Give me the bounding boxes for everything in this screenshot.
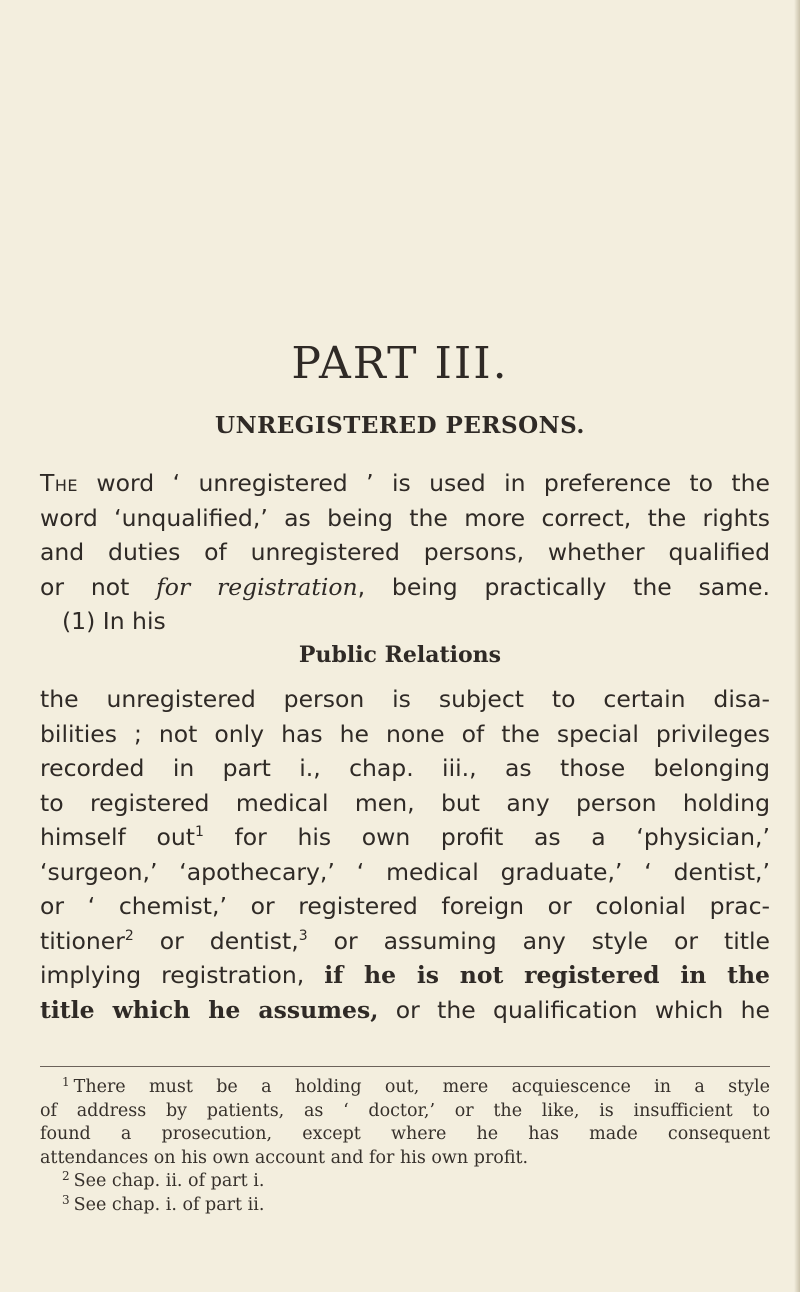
paragraph-line bbox=[40, 958, 770, 993]
subheading: Public Relations bbox=[298, 642, 502, 668]
paragraph-line: recorded in part i., chap. iii., as those belonging bbox=[40, 754, 770, 782]
paragraph-line: to registered medical men, but any person holding bbox=[40, 788, 770, 817]
footnote-line: found a prosecution, except where he has made consequent bbox=[40, 1124, 770, 1144]
paragraph-line: word ‘unqualified,’ as being the more correct, the rights bbox=[40, 503, 770, 532]
line-text: or not bbox=[40, 572, 157, 601]
paragraph-line bbox=[40, 820, 770, 855]
footnote-line: of address by patients, as ‘ doctor,’ or the like, is insufficient to bbox=[40, 1100, 770, 1121]
footnote-ref: 2 bbox=[124, 927, 134, 944]
line-text: word ‘ unregistered ’ is used in preference to the bbox=[78, 469, 770, 497]
line-text: titioner bbox=[40, 926, 125, 955]
section-title: UNREGISTERED PERSONS. bbox=[215, 412, 585, 439]
italic-phrase: for registration bbox=[156, 572, 358, 601]
paragraph-main bbox=[40, 682, 770, 1027]
paragraph-line: bilities ; not only has he none of the special privileges bbox=[40, 719, 770, 748]
footnote-ref: 1 bbox=[194, 824, 204, 840]
line-text: , being practically the same. bbox=[357, 572, 770, 601]
footnote-line bbox=[40, 1194, 770, 1218]
line-text: implying registration, bbox=[40, 961, 325, 989]
footnote-line: attendances on his own account and for his own profit. bbox=[40, 1147, 529, 1168]
drop-word: The bbox=[40, 469, 78, 497]
bold-phrase: title which he assumes, bbox=[40, 995, 379, 1024]
paragraph-line: (1) In his bbox=[62, 607, 166, 635]
paragraph-intro bbox=[40, 466, 770, 639]
footnote-number: 2 bbox=[62, 1169, 70, 1183]
bold-phrase: if he is not registered in the bbox=[324, 961, 770, 989]
footnotes bbox=[40, 1076, 770, 1217]
paragraph-line: ‘surgeon,’ ‘apothecary,’ ‘ medical graduate,’ ‘ dentist,’ bbox=[40, 857, 770, 886]
footnote-text: See chap. i. of part ii. bbox=[73, 1194, 265, 1215]
paragraph-line: or ‘ chemist,’ or registered foreign or colonial prac- bbox=[40, 892, 770, 920]
paragraph-line bbox=[40, 570, 770, 605]
paragraph-line: the unregistered person is subject to certain disa- bbox=[40, 685, 770, 713]
footnote-number: 3 bbox=[62, 1192, 70, 1207]
paragraph-line bbox=[40, 466, 770, 501]
footnote-text: There must be a holding out, mere acquiescence in a style bbox=[73, 1077, 770, 1097]
footnote-ref: 3 bbox=[298, 927, 308, 944]
footnote-divider bbox=[40, 1066, 770, 1067]
footnote-text: See chap. ii. of part i. bbox=[73, 1171, 265, 1191]
line-text: or the qualification which he bbox=[378, 995, 770, 1024]
paragraph-line: and duties of unregistered persons, whether qualified bbox=[40, 538, 770, 566]
footnote-line bbox=[40, 1076, 770, 1100]
paragraph-line bbox=[40, 993, 770, 1028]
footnote-number: 1 bbox=[62, 1075, 70, 1089]
footnote-line bbox=[40, 1170, 770, 1194]
page-edge-shadow bbox=[794, 0, 800, 1292]
paragraph-line bbox=[40, 924, 770, 959]
line-text: himself out bbox=[40, 823, 195, 851]
part-title: PART III. bbox=[291, 338, 509, 389]
line-text: or assuming any style or title bbox=[307, 926, 770, 955]
line-text: for his own profit as a ‘physician,’ bbox=[203, 823, 770, 851]
line-text: or dentist, bbox=[133, 926, 299, 955]
